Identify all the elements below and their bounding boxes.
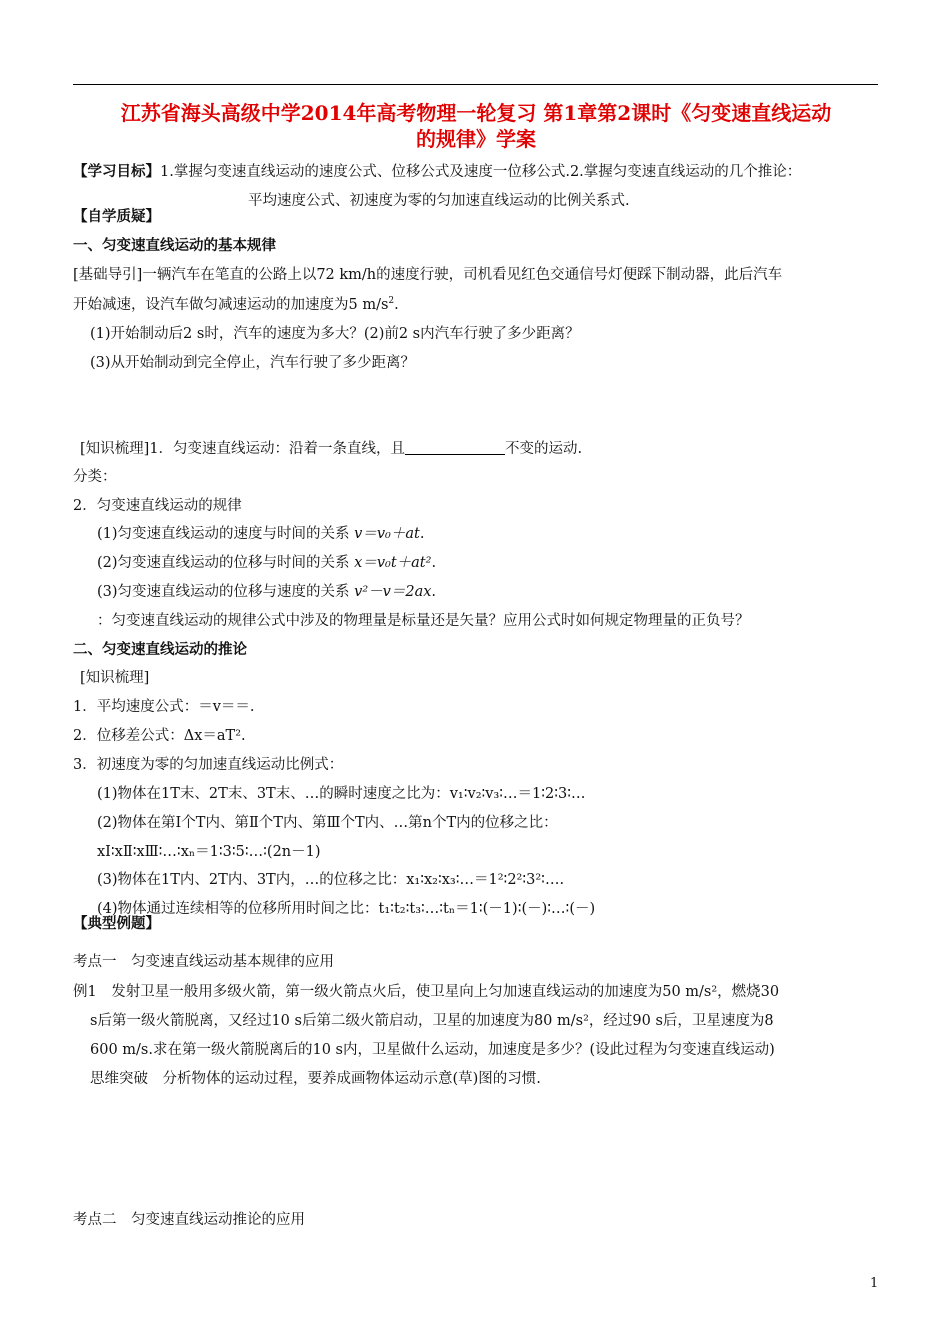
guide-line-2-text: 开始减速，设汽车做匀减速运动的加速度为5 m/s	[73, 297, 389, 313]
rule-2-formula: x＝v₀t＋at²	[354, 555, 432, 571]
knowledge-2-label: [知识梳理]	[80, 670, 150, 686]
guide-sup: 2	[388, 296, 395, 307]
corollary-3: 3．初速度为零的匀加速直线运动比例式：	[73, 757, 344, 773]
rule-3-formula: v²－v＝2ax	[354, 584, 432, 600]
question-1-2: (1)开始制动后2 s时，汽车的速度为多大？(2)前2 s内汽车行驶了多少距离？	[90, 326, 580, 342]
question-3: (3)从开始制动到完全停止，汽车行驶了多少距离？	[90, 355, 416, 371]
objective-text-2: 平均速度公式、初速度为零的匀加速直线运动的比例关系式.	[248, 193, 630, 209]
corollary-1: 1．平均速度公式：＝v＝＝.	[73, 699, 255, 715]
ratio-1: (1)物体在1T末、2T末、3T末、…的瞬时速度之比为：v₁∶v₂∶v₃∶…＝1∶2∶3∶…	[97, 786, 586, 802]
example-1-line-3: 600 m/s.求在第一级火箭脱离后的10 s内，卫星做什么运动，加速度是多少？(设此过程为匀变速直线运动)	[90, 1042, 775, 1058]
rules-title: 2．匀变速直线运动的规律	[73, 498, 242, 514]
example-1-line-4: 思维突破 分析物体的运动过程，要养成画物体运动示意(草)图的习惯.	[90, 1071, 541, 1087]
knowledge-line-1	[80, 439, 582, 459]
page-number: 1	[870, 1276, 879, 1291]
ratio-2: (2)物体在第Ⅰ个T内、第Ⅱ个T内、第Ⅲ个T内、…第n个T内的位移之比：	[97, 815, 558, 831]
example-1-line-1: 例1 发射卫星一般用多级火箭，第一级火箭点火后，使卫星向上匀加速直线运动的加速度为50 m/s²，燃烧30	[73, 984, 780, 1000]
guide-period: .	[394, 297, 399, 313]
objective-text: 1.掌握匀变速直线运动的速度公式、位移公式及速度一位移公式.2.掌握匀变速直线运动的几个推论：	[160, 164, 802, 180]
rule-1-formula: v＝v₀＋at	[354, 526, 420, 542]
typical-examples-heading: 【典型例题】	[73, 915, 160, 932]
header-rule	[73, 84, 878, 85]
guide-line-2	[73, 295, 399, 315]
rule-2-text: (2)匀变速直线运动的位移与时间的关系	[97, 555, 355, 571]
guide-line-1: [基础导引]一辆汽车在笔直的公路上以72 km/h的速度行驶，司机看见红色交通信号灯便踩下制动器，此后汽车	[73, 267, 783, 283]
self-study-heading: 【自学质疑】	[73, 208, 160, 225]
rule-1-text: (1)匀变速直线运动的速度与时间的关系	[97, 526, 355, 542]
ratio-2-formula: xⅠ∶xⅡ∶xⅢ∶…∶xₙ＝1∶3∶5∶…∶(2n－1)	[97, 844, 321, 860]
title-line-1: 江苏省海头高级中学2014年高考物理一轮复习 第1章第2课时《匀变速直线运动	[120, 101, 832, 125]
ratio-4: (4)物体通过连续相等的位移所用时间之比：t₁∶t₂∶t₃∶…∶tₙ＝1∶(－1)∶(－)∶…∶(－)	[97, 901, 596, 917]
rule-1: (1)匀变速直线运动的速度与时间的关系 v＝v₀＋at.	[97, 526, 425, 542]
corollary-2: 2．位移差公式：Δx＝aT².	[73, 728, 246, 744]
section-1-heading: 一、匀变速直线运动的基本规律	[73, 237, 276, 254]
document-title	[70, 100, 882, 152]
classification: 分类：	[73, 469, 117, 485]
section-2-heading: 二、匀变速直线运动的推论	[73, 641, 247, 658]
rule-3: (3)匀变速直线运动的位移与速度的关系 v²－v＝2ax.	[97, 584, 437, 600]
key-point-1: 考点一 匀变速直线运动基本规律的应用	[73, 954, 334, 970]
ratio-3: (3)物体在1T内、2T内、3T内，…的位移之比：x₁∶x₂∶x₃∶…＝1²∶2²∶3²∶….	[97, 872, 565, 888]
example-1-line-2: s后第一级火箭脱离，又经过10 s后第二级火箭启动，卫星的加速度为80 m/s²，经过90 s后，卫星速度为8	[90, 1013, 774, 1029]
note: ：匀变速直线运动的规律公式中涉及的物理量是标量还是矢量？应用公式时如何规定物理量的正负号？	[97, 613, 750, 629]
key-point-2: 考点二 匀变速直线运动推论的应用	[73, 1212, 305, 1228]
title-line-2: 的规律》学案	[416, 127, 536, 151]
objective-label: 【学习目标】	[73, 163, 160, 180]
knowledge-text: [知识梳理]1．匀变速直线运动：沿着一条直线，且	[80, 441, 406, 457]
knowledge-text-end: 不变的运动.	[505, 441, 583, 457]
objective-line	[73, 162, 801, 182]
fill-in-blank[interactable]	[405, 440, 505, 455]
rule-3-text: (3)匀变速直线运动的位移与速度的关系	[97, 584, 355, 600]
rule-2: (2)匀变速直线运动的位移与时间的关系 x＝v₀t＋at².	[97, 555, 437, 571]
